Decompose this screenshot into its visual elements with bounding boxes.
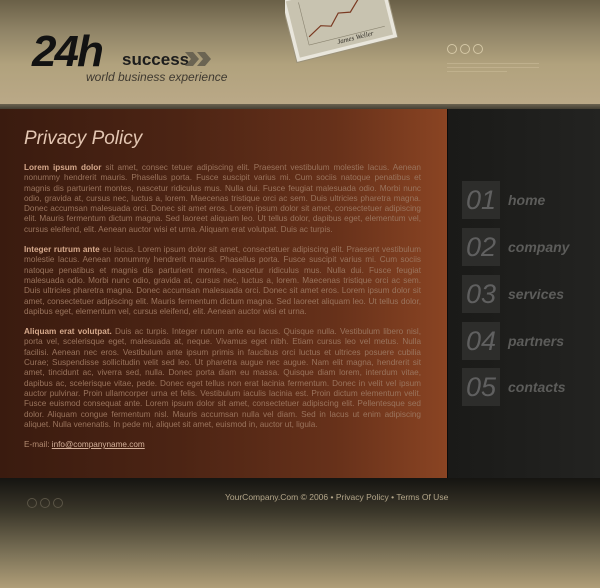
footer-dots	[27, 498, 63, 508]
nav-number: 03	[462, 275, 500, 313]
content-paragraph	[24, 245, 421, 317]
nav-label: contacts	[508, 379, 566, 395]
nav-label: services	[508, 286, 565, 302]
header-dots	[447, 44, 483, 54]
nav-label: home	[508, 192, 546, 208]
paragraph-text: sit amet, consec tetuer adipiscing elit. Praesent vestibulum molestie lacus. Aenean nonummy hendrerit mauris. Phasellus porta. Fusce suscipit varius mi. Cum sociis natoque penatibus et magnis dis parturient montes, nascetur ridiculus mus. Nulla dui. Fusce feugiat malesuada odio. Morbi nunc odio, gravida at, cursus nec, luctus a, lorem. Maecenas tristique orci ac sem. Duis ultricies pharetra magna. Donec accumsan malesuada orci. Donec sit amet eros. Lorem ipsum dolor sit amet, consectetuer adipiscing elit. Mauris fermentum dictum magna. Sed laoreet aliquam leo. Ut tellus dolor, dapibus eget, elementum vel, cursus eleifend, elit. Aenean auctor wisi et urna. Aliquam erat volutpat. Duis ac turpis.	[24, 163, 421, 234]
double-arrow-icon	[185, 51, 213, 67]
footer-terms-link[interactable]: Terms Of Use	[396, 492, 449, 502]
paragraph-lead: Integer rutrum ante	[24, 245, 100, 255]
paragraph-text: Duis ac turpis. Integer rutrum ante eu lacus. Quisque nulla. Vestibulum libero nisl, porta vel, scelerisque eget, malesuada at, neque. Vivamus eget nibh. Etiam cursus leo vel metus. Nulla facilisi. Aenean nec eros. Vestibulum ante ipsum primis in faucibus orci luctus et ultrices posuere cubilia Curae; Suspendisse sollicitudin velit sed leo. Ut pharetra augue nec augue. Nam elit magna, hendrerit sit amet, tincidunt ac, viverra sed, nulla. Donec porta diam eu massa. Quisque diam lorem, interdum vitae, dapibus ac, scelerisque vitae, pede. Donec eget tellus non erat lacinia fermentum. Donec in velit vel ipsum auctor pulvinar. Proin ullamcorper urna et felis. Vestibulum iaculis lacinia est. Proin dictum elementum velit. Fusce euismod consequat ante. Lorem ipsum dolor sit amet, consectetuer adipiscing elit. Pellentesque sed dolor. Aliquam congue fermentum nisl. Mauris accumsan nulla vel diam. Sed in lacus ut enim adipiscing aliquet. Nulla venenatis. In pede mi, aliquet sit amet, euismod in, auctor ut, ligula.	[24, 327, 421, 429]
content-paragraph	[24, 327, 421, 430]
header-dot	[460, 44, 470, 54]
nav-number: 02	[462, 228, 500, 266]
nav-number: 04	[462, 322, 500, 360]
chart-photo	[285, 0, 405, 72]
header	[0, 0, 600, 108]
email-label: E-mail:	[24, 440, 50, 450]
header-dot	[473, 44, 483, 54]
nav-label: partners	[508, 333, 565, 349]
nav-label: company	[508, 239, 570, 255]
paragraph-text: eu lacus. Lorem ipsum dolor sit amet, consectetuer adipiscing elit. Praesent vestibulum molestie lacus. Aenean nonummy hendrerit mauris. Phasellus porta. Fusce suscipit varius mi. Cum sociis natoque penatibus et magnis dis parturient montes, nascetur ridiculus mus. Nulla dui. Fusce feugiat malesuada odio. Morbi nunc odio, gravida at, cursus nec, luctus a, lorem. Maecenas tristique orci ac sem. Duis ultricies pharetra magna. Donec accumsan malesuada orci. Donec sit amet eros. Lorem ipsum dolor sit amet, consectetuer adipiscing elit. Mauris fermentum dictum magna. Sed laoreet aliquam leo. Ut tellus dolor, dapibus eget, elementum vel, cursus eleifend, elit. Aenean auctor wisi et urna.	[24, 245, 421, 316]
email-link[interactable]: info@companyname.com	[51, 440, 145, 450]
nav-number: 05	[462, 368, 500, 406]
photo-signature: James Weller	[336, 29, 375, 47]
nav-item-services[interactable]	[462, 275, 592, 311]
header-decor-lines	[447, 63, 539, 75]
content-paragraph	[24, 163, 421, 235]
page-title: Privacy Policy	[24, 128, 143, 149]
logo-success: success	[122, 50, 190, 69]
footer-copyright: YourCompany.Com © 2006	[225, 492, 329, 502]
header-dot	[447, 44, 457, 54]
paragraph-lead: Lorem ipsum dolor	[24, 163, 102, 172]
footer-separator: •	[330, 492, 334, 502]
footer-privacy-link[interactable]: Privacy Policy	[335, 492, 389, 502]
paragraph-lead: Aliquam erat volutpat.	[24, 327, 112, 337]
nav-item-contacts[interactable]	[462, 368, 592, 404]
nav-number: 01	[462, 181, 500, 219]
footer-dot	[53, 498, 63, 508]
logo-tagline: world business experience	[86, 70, 228, 84]
content-panel	[0, 109, 447, 478]
footer-dot	[40, 498, 50, 508]
nav-item-home[interactable]	[462, 181, 592, 217]
email-line	[24, 440, 421, 450]
logo-24h: 24h	[32, 27, 102, 76]
footer-text	[225, 492, 448, 502]
footer-separator: •	[391, 492, 395, 502]
footer	[0, 478, 600, 588]
main-nav	[447, 109, 600, 478]
nav-item-partners[interactable]	[462, 322, 592, 358]
nav-item-company[interactable]	[462, 228, 592, 264]
footer-dot	[27, 498, 37, 508]
